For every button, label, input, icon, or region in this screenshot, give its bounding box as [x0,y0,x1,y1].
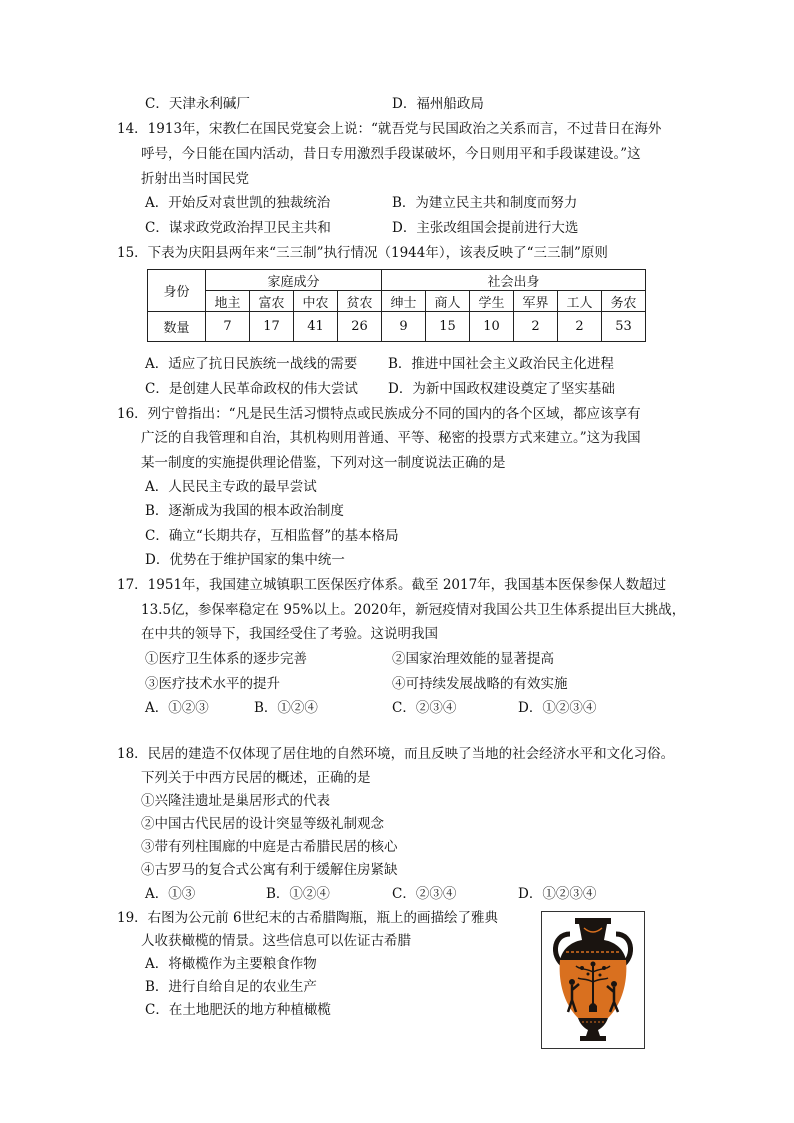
amphora-image [542,912,644,1048]
q17-option-d: D．①②③④ [518,700,597,716]
table-cell: 53 [602,312,646,342]
table-cell: 17 [250,312,294,342]
q16-option-d: D．优势在于维护国家的集中统一 [145,552,345,568]
table-subheader: 军界 [514,291,558,312]
table-cell: 7 [206,312,250,342]
q16-stem-line2: 广泛的自我管理和自治，其机构则用普通、平等、秘密的投票方式来建立。”这为我国 [141,430,641,446]
q16-stem-line3: 某一制度的实施提供理论借鉴，下列对这一制度说法正确的是 [141,455,506,471]
table-header-family: 家庭成分 [206,270,382,291]
table-cell: 9 [382,312,426,342]
q14-option-b: B．为建立民主共和制度而努力 [392,195,578,211]
q18-option-d: D．①②③④ [518,886,597,902]
table-subheader: 地主 [206,291,250,312]
q17-stem-line1: 17．1951年，我国建立城镇职工医保医疗体系。截至 2017年，我国基本医保参保人数超过 [117,577,667,593]
table-cell: 2 [514,312,558,342]
table-header-social: 社会出身 [382,270,646,291]
table-row-label: 数量 [148,312,206,342]
q17-option-c: C．②③④ [392,700,457,716]
q17-option-b: B．①②④ [254,700,318,716]
table-header-identity: 身份 [148,270,206,312]
table-subheader: 学生 [470,291,514,312]
q17-stem-line2: 13.5亿，参保率稳定在 95%以上。2020年，新冠疫情对我国公共卫生体系提出巨大挑战， [141,602,686,618]
table-cell: 10 [470,312,514,342]
q17-item-2: ②国家治理效能的显著提高 [392,651,554,667]
q19-option-b: B．进行自给自足的农业生产 [145,979,317,995]
q16-stem-line1: 16．列宁曾指出：“凡是民生活习惯特点或民族成分不同的国内的各个区域，都应该享有 [117,406,641,422]
q17-stem-line3: 在中共的领导下，我国经受住了考验。这说明我国 [141,626,438,642]
q17-item-3: ③医疗技术水平的提升 [145,676,280,692]
table-subheader: 工人 [558,291,602,312]
table-subheader: 务农 [602,291,646,312]
q15-option-a: A．适应了抗日民族统一战线的需要 [145,356,358,372]
q14-option-c: C．谋求政党政治捍卫民主共和 [145,220,331,236]
q14-stem-line1: 14．1913年，宋教仁在国民党宴会上说：“就吾党与民国政治之关系而言，不过昔日在海外 [117,121,662,137]
table-subheader: 中农 [294,291,338,312]
three-three-system-table [147,269,646,342]
q14-option-d: D．主张改组国会提前进行大选 [392,220,579,236]
q14-stem-line2: 呼号，今日能在国内活动，昔日专用激烈手段谋破坏，今日则用平和手段谋建设。”这 [141,146,641,162]
q13-option-d: D．福州船政局 [392,96,484,112]
q19-stem-line1: 19．右图为公元前 6世纪末的古希腊陶瓶，瓶上的画描绘了雅典 [117,910,499,926]
q18-option-b: B．①②④ [266,886,330,902]
q18-item-1: ①兴隆洼遗址是巢居形式的代表 [141,793,330,809]
q16-option-c: C．确立“长期共存，互相监督”的基本格局 [145,528,399,544]
greek-vase-figure [541,911,645,1049]
q18-option-a: A．①③ [145,886,196,902]
q18-stem-line1: 18．民居的建造不仅体现了居住地的自然环境，而且反映了当地的社会经济水平和文化习俗。 [117,746,675,762]
q18-item-4: ④古罗马的复合式公寓有利于缓解住房紧缺 [141,862,398,878]
q16-option-a: A．人民民主专政的最早尝试 [145,479,317,495]
q17-option-a: A．①②③ [145,700,209,716]
q18-item-2: ②中国古代民居的设计突显等级礼制观念 [141,816,384,832]
q14-option-a: A．开始反对袁世凯的独裁统治 [145,195,331,211]
table-cell: 41 [294,312,338,342]
q13-option-c: C．天津永利碱厂 [145,96,250,112]
table-subheader: 富农 [250,291,294,312]
q16-option-b: B．逐渐成为我国的根本政治制度 [145,503,344,519]
q18-item-3: ③带有列柱围廊的中庭是古希腊民居的核心 [141,839,398,855]
table-subheader: 商人 [426,291,470,312]
q17-item-4: ④可持续发展战略的有效实施 [392,676,568,692]
table-cell: 2 [558,312,602,342]
q19-stem-line2: 人收获橄榄的情景。这些信息可以佐证古希腊 [141,933,411,949]
table-subheader: 绅士 [382,291,426,312]
table-cell: 15 [426,312,470,342]
q18-option-c: C．②③④ [392,886,457,902]
table-cell: 26 [338,312,382,342]
q14-stem-line3: 折射出当时国民党 [141,171,249,187]
q17-item-1: ①医疗卫生体系的逐步完善 [145,651,307,667]
q18-stem-line2: 下列关于中西方民居的概述，正确的是 [141,770,371,786]
q19-option-c: C．在土地肥沃的地方种植橄榄 [145,1002,331,1018]
q15-option-c: C．是创建人民革命政权的伟大尝试 [145,381,358,397]
q15-stem: 15．下表为庆阳县两年来“三三制”执行情况（1944年），该表反映了“三三制”原则 [117,245,608,261]
q15-option-d: D．为新中国政权建设奠定了坚实基础 [388,381,615,397]
q19-option-a: A．将橄榄作为主要粮食作物 [145,956,317,972]
table-subheader: 贫农 [338,291,382,312]
q15-option-b: B．推进中国社会主义政治民主化进程 [388,356,614,372]
